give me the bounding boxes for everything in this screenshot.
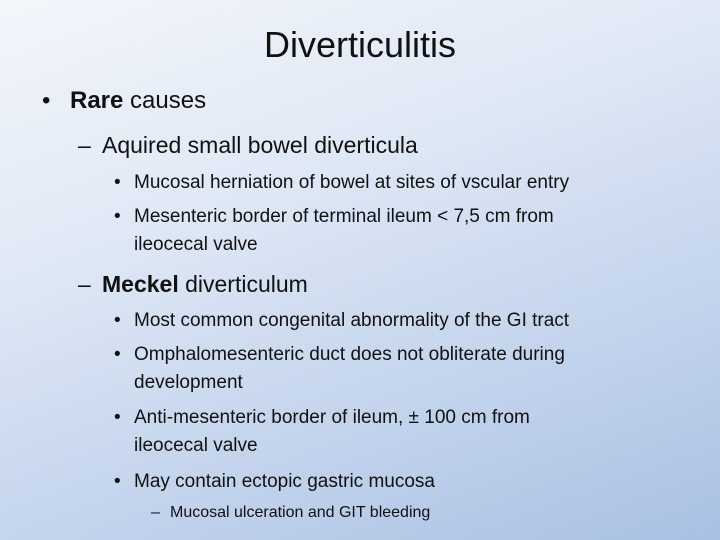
- meckel-item-2-line-2: development: [134, 372, 243, 393]
- slide-title: Diverticulitis: [263, 24, 457, 65]
- meckel-bold: Meckel: [102, 271, 179, 297]
- bullet-dot: •: [114, 172, 121, 193]
- bullet-dash: –: [78, 271, 91, 297]
- acquired-item-1: Mucosal herniation of bowel at sites of vscular entry: [134, 172, 570, 193]
- meckel-item-4: May contain ectopic gastric mucosa: [134, 471, 435, 492]
- bullet-dot: •: [114, 206, 121, 227]
- bullet-dot: •: [114, 344, 121, 365]
- bullet-dash: –: [78, 132, 91, 158]
- bullet-dot: •: [114, 407, 121, 428]
- acquired-item-2-line-1: Mesenteric border of terminal ileum < 7,5 cm from: [134, 206, 554, 227]
- bullet-dash: –: [151, 504, 160, 521]
- bullet-dot: •: [114, 471, 121, 492]
- bullet-dot: •: [42, 87, 51, 114]
- meckel-item-1: Most common congenital abnormality of the GI tract: [134, 310, 570, 331]
- meckel-item-2-line-1: Omphalomesenteric duct does not obliterate during: [134, 344, 565, 365]
- meckel-heading: [102, 269, 308, 299]
- rare-bold: Rare: [70, 87, 124, 114]
- bullet-dot: •: [114, 310, 121, 331]
- acquired-heading: Aquired small bowel diverticula: [102, 132, 418, 158]
- meckel-sub-item-1: Mucosal ulceration and GIT bleeding: [170, 504, 431, 521]
- acquired-item-2-line-2: ileocecal valve: [134, 234, 258, 255]
- meckel-item-3-line-1: Anti-mesenteric border of ileum, ± 100 cm from: [134, 407, 530, 428]
- rare-causes-heading: [70, 86, 206, 116]
- meckel-item-3-line-2: ileocecal valve: [134, 435, 258, 456]
- rare-rest: causes: [123, 87, 207, 114]
- meckel-rest: diverticulum: [178, 271, 308, 297]
